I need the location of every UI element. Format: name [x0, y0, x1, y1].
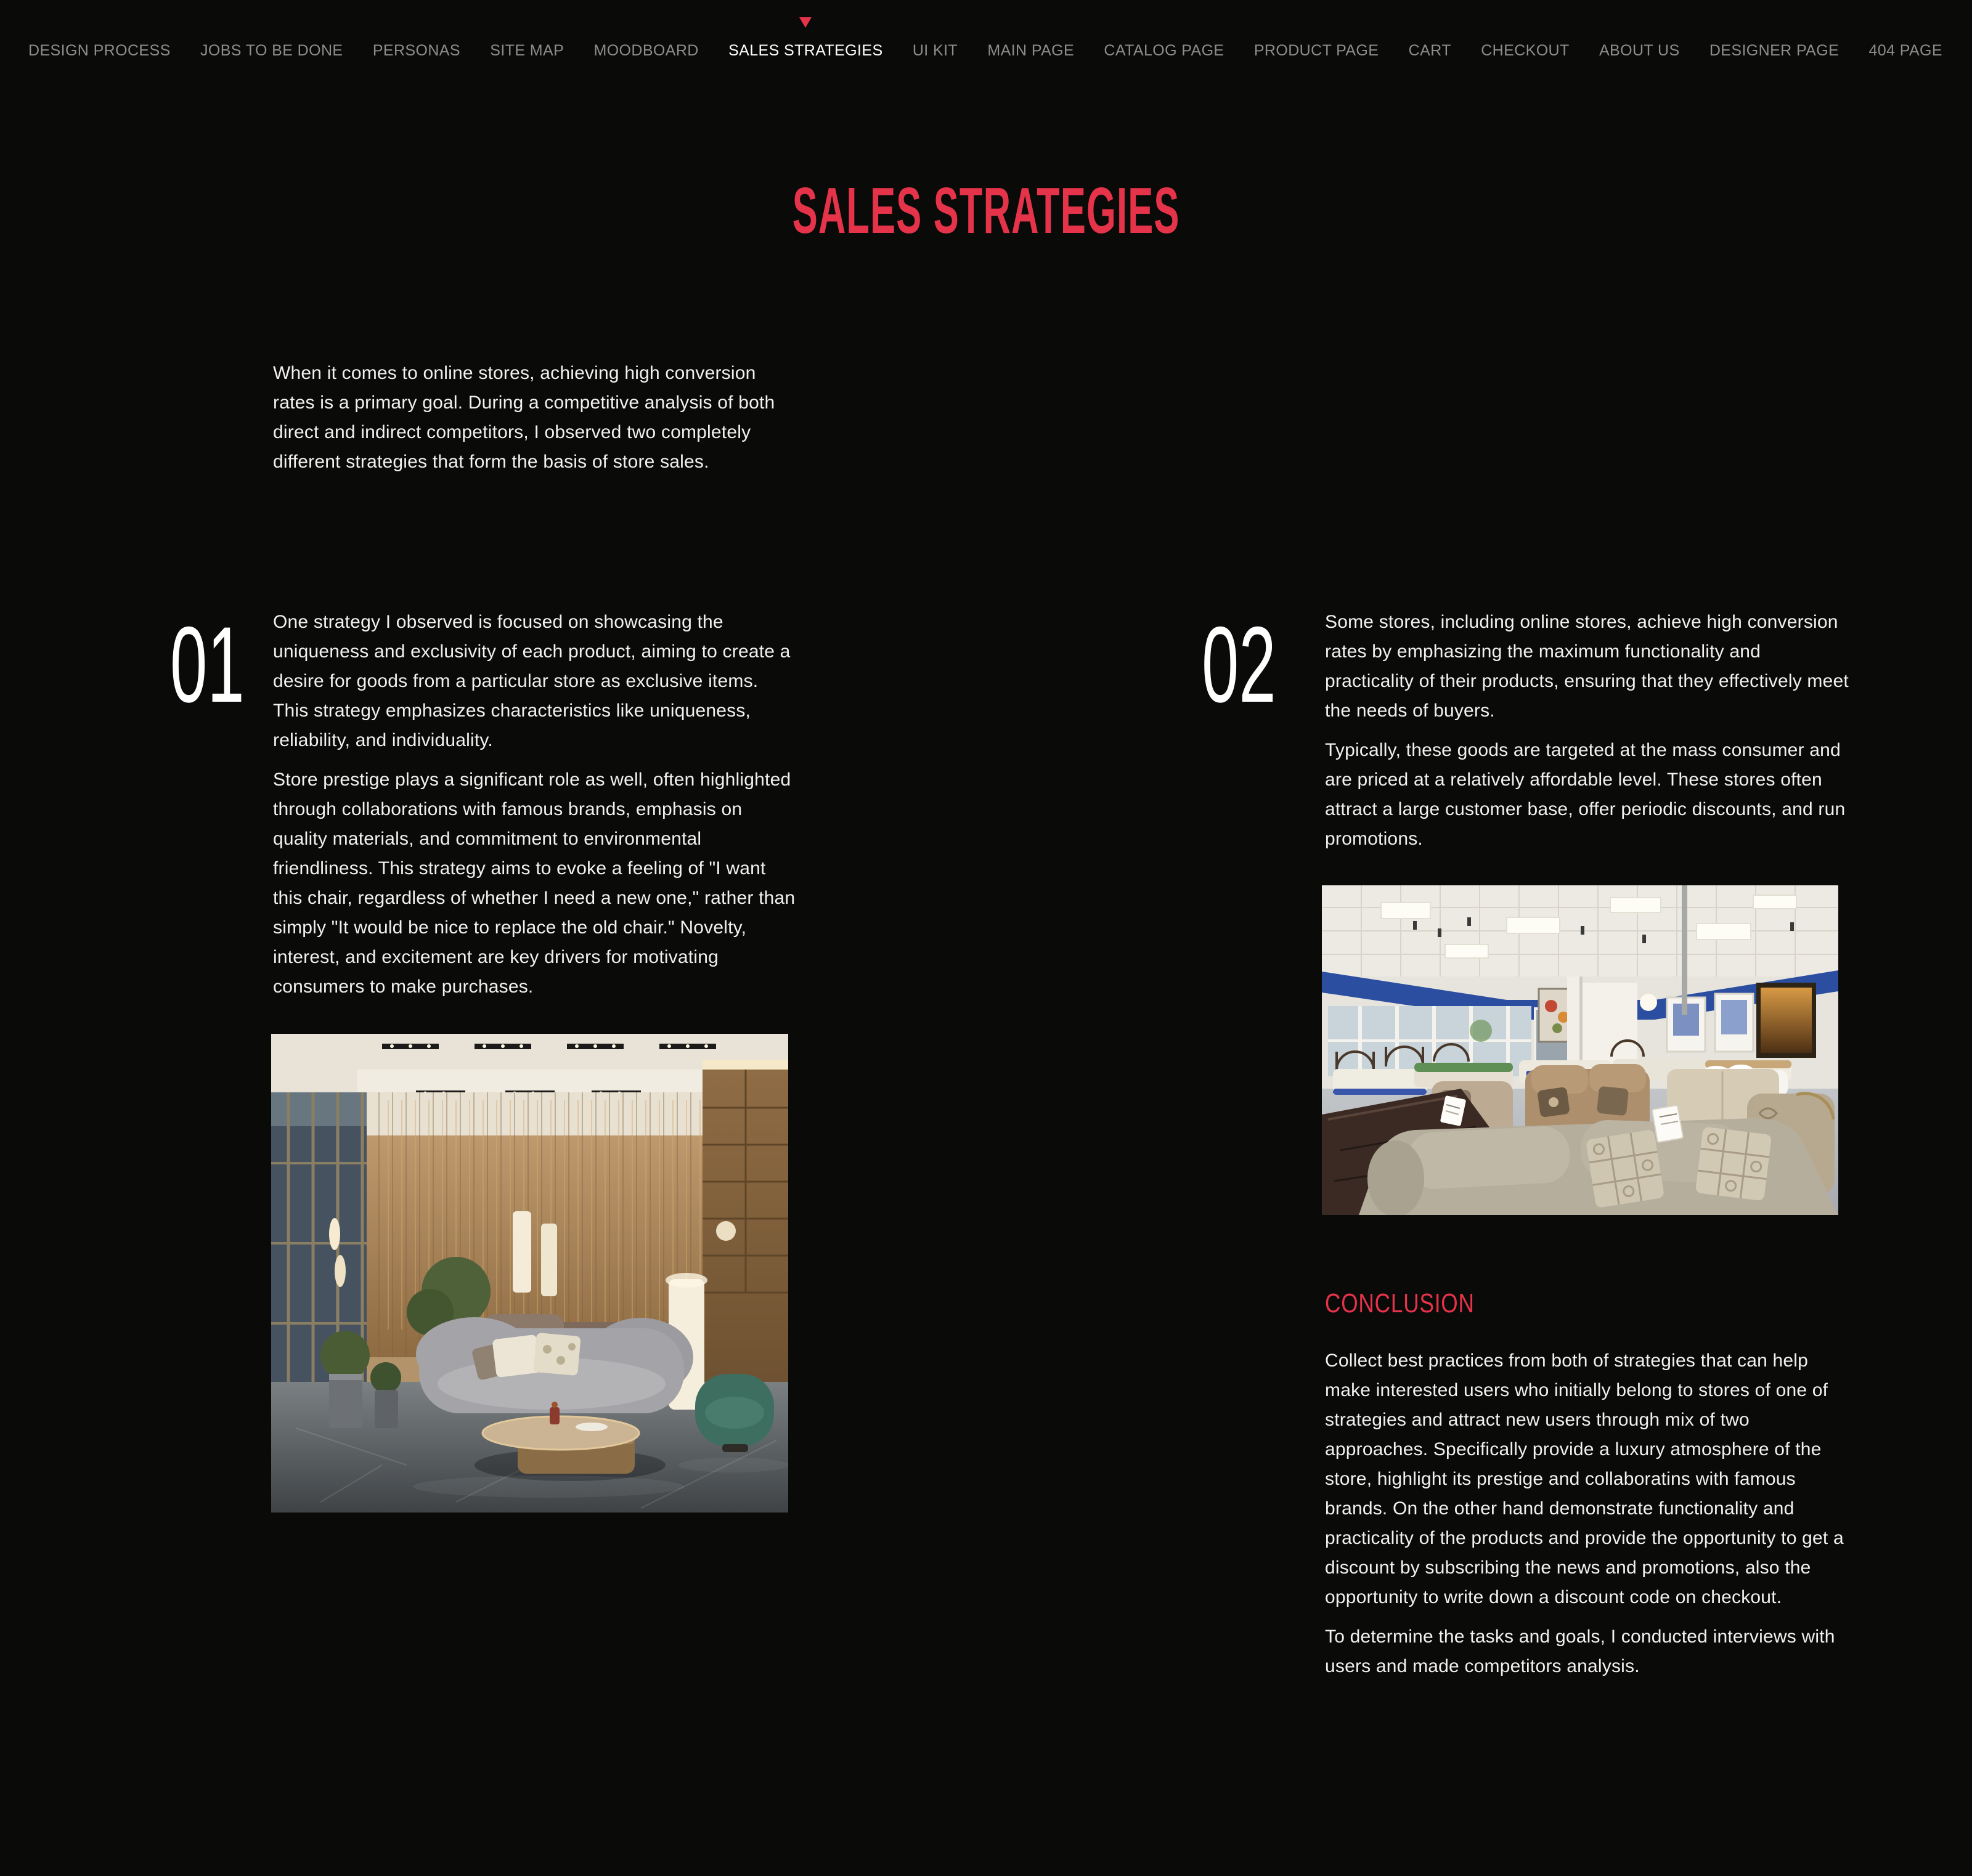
- nav-item-label: 404 PAGE: [1868, 41, 1942, 59]
- nav-item-label: SITE MAP: [490, 41, 564, 59]
- nav-item-label: CART: [1408, 41, 1451, 59]
- nav-item-label: UI KIT: [912, 41, 958, 59]
- support-pole: [1682, 885, 1687, 1015]
- section-01-text: [273, 607, 796, 1002]
- luxury-showroom-photo: [271, 1034, 788, 1513]
- section-02-number: 02: [1202, 605, 1276, 725]
- nav-item-designer-page[interactable]: [1709, 42, 1839, 60]
- nav-item-catalog-page[interactable]: [1104, 42, 1224, 60]
- intro-block: [273, 359, 791, 477]
- nav-item-jobs-to-be-done[interactable]: [200, 42, 343, 60]
- conclusion-paragraph-2: To determine the tasks and goals, I conducted interviews with users and made competitors analysis.: [1325, 1626, 1835, 1676]
- furniture-store-photo: [1322, 885, 1838, 1215]
- intro-paragraph: When it comes to online stores, achieving high conversion rates is a primary goal. During a competitive analysis of both direct and indirect competitors, I observed two completely different strategies that form the basis of store sales.: [273, 363, 775, 472]
- page-title-row: [0, 174, 1972, 247]
- active-page-indicator-icon: [799, 17, 812, 28]
- nav-item-ui-kit[interactable]: [913, 42, 958, 60]
- top-navigation: [28, 36, 1942, 65]
- conclusion-paragraph-1: Collect best practices from both of strategies that can help make interested users who initially belong to stores of one of strategies and attract new users through mix of two approaches. Specifically provide a luxury atmosphere of the store, highlight its prestige and collaboratins with famous brands. On the other hand demonstrate functionality and practicality of the products and provide the opportunity to get a discount by subscribing the news and promotions, also the opportunity to write down a discount code on checkout.: [1325, 1350, 1844, 1607]
- nav-item-label: CHECKOUT: [1481, 41, 1570, 59]
- section-02-paragraph-2: Typically, these goods are targeted at the mass consumer and are priced at a relatively affordable level. These stores often attract a large customer base, offer periodic discounts, and run promotions.: [1325, 740, 1846, 849]
- nav-item-label: MOODBOARD: [593, 41, 699, 59]
- nav-item-cart[interactable]: [1409, 42, 1451, 60]
- nav-item-sales-strategies[interactable]: [728, 42, 882, 60]
- nav-item-design-process[interactable]: [28, 42, 171, 60]
- nav-item-personas[interactable]: [373, 42, 460, 60]
- nav-item-about-us[interactable]: [1599, 42, 1680, 60]
- section-01-number: 01: [170, 605, 245, 725]
- section-01-paragraph-1: One strategy I observed is focused on showcasing the uniqueness and exclusivity of each product, aiming to create a desire for goods from a particular store as exclusive items. This strategy emphasizes characteristics like uniqueness, reliability, and individuality.: [273, 612, 791, 750]
- page-title: SALES STRATEGIES: [792, 174, 1180, 247]
- gray-curved-sofa: [416, 1317, 693, 1413]
- nav-item-product-page[interactable]: [1254, 42, 1379, 60]
- nav-item-moodboard[interactable]: [593, 42, 698, 60]
- luxury-showroom-illustration: [271, 1034, 788, 1513]
- conclusion-heading: CONCLUSION: [1325, 1288, 1475, 1318]
- right-wood-wall: [703, 1070, 788, 1415]
- section-02-text: [1325, 607, 1850, 854]
- nav-item-label: PERSONAS: [372, 41, 460, 59]
- nav-item-label: JOBS TO BE DONE: [200, 41, 343, 59]
- nav-item-404-page[interactable]: [1869, 42, 1942, 60]
- nav-item-main-page[interactable]: [987, 42, 1074, 60]
- nav-item-label: ABOUT US: [1599, 41, 1680, 59]
- nav-item-label: CATALOG PAGE: [1104, 41, 1224, 59]
- conclusion-text: [1325, 1346, 1850, 1681]
- furniture-store-illustration: [1322, 885, 1838, 1215]
- nav-item-label: SALES STRATEGIES: [728, 41, 883, 59]
- nav-item-label: PRODUCT PAGE: [1253, 41, 1379, 59]
- nav-item-checkout[interactable]: [1481, 42, 1569, 60]
- nav-item-label: DESIGN PROCESS: [28, 41, 171, 59]
- nav-item-label: MAIN PAGE: [987, 41, 1075, 59]
- nav-item-label: DESIGNER PAGE: [1709, 41, 1840, 59]
- nav-item-site-map[interactable]: [490, 42, 564, 60]
- section-01-paragraph-2: Store prestige plays a significant role as well, often highlighted through collaborations with famous brands, emphasis on quality materials, and commitment to environmental friendliness. This strategy aims to evoke a feeling of "I want this chair, regardless of whether I need a new one," rather than simply "It would be nice to replace the old chair." Novelty, interest, and excitement are key drivers for motivating consumers to make purchases.: [273, 769, 796, 997]
- section-02-paragraph-1: Some stores, including online stores, achieve high conversion rates by emphasizing the maximum functionality and practicality of their products, ensuring that they effectively meet the needs of buyers.: [1325, 612, 1849, 721]
